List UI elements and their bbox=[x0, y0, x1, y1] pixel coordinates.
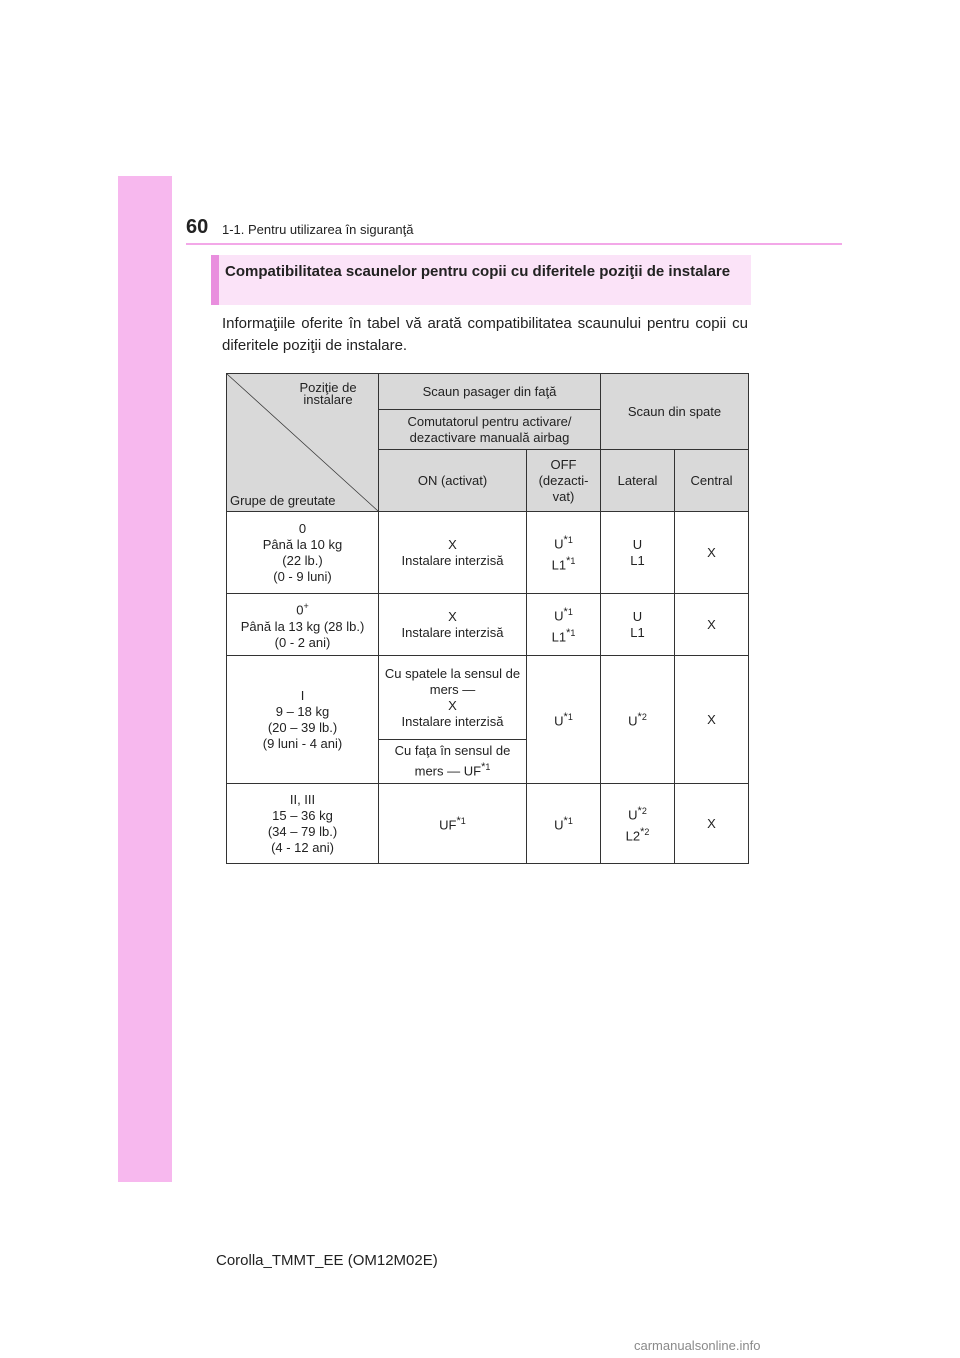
header-central: Central bbox=[675, 450, 749, 512]
group-detail: (20 – 39 lb.) bbox=[267, 719, 338, 735]
group-detail: (0 - 2 ani) bbox=[274, 634, 331, 650]
lateral-cell: U L1 bbox=[601, 594, 675, 656]
group-detail: (0 - 9 luni) bbox=[273, 568, 332, 584]
group-detail: Până la 10 kg bbox=[262, 536, 343, 552]
corner-position-label: Poziţie de instalare bbox=[299, 380, 357, 407]
compatibility-table bbox=[226, 373, 749, 864]
footnote-star-icon: * bbox=[637, 805, 642, 818]
off-cell: $U^{*1}$ bbox=[527, 656, 601, 784]
topic-heading: Compatibilitatea scaunelor pentru copii cu diferitele poziţii de instalare bbox=[225, 263, 731, 280]
off-cell: $U^{*1}$ L1$^{*1}$ bbox=[527, 594, 601, 656]
group-detail: 15 – 36 kg bbox=[272, 807, 333, 823]
header-lateral: Lateral bbox=[601, 450, 675, 512]
on-cell-rear-facing: Cu spatele la sensul de mers — X Instalare interzisă bbox=[379, 656, 527, 740]
group-detail: (4 - 12 ani) bbox=[271, 839, 334, 855]
watermark: carmanualsonline.info bbox=[634, 1338, 761, 1353]
header-on: ON (activat) bbox=[379, 450, 527, 512]
lateral-cell: U L1 bbox=[601, 512, 675, 594]
group-label: II, III bbox=[289, 791, 316, 807]
topic-heading-box bbox=[211, 255, 751, 305]
footnote-star-icon: * bbox=[566, 626, 571, 639]
on-cell: X Instalare interzisă bbox=[379, 512, 527, 594]
header-airbag-switch: Comutatorul pentru activare/ dezactivare manuală airbag bbox=[379, 410, 601, 450]
table-row bbox=[227, 512, 749, 594]
table-row bbox=[227, 594, 749, 656]
footnote-star-icon: * bbox=[481, 761, 486, 774]
group-detail: (22 lb.) bbox=[282, 552, 323, 568]
table-row bbox=[227, 784, 749, 864]
lateral-cell: $U^{*2}$ L2$^{*2}$ bbox=[601, 784, 675, 864]
corner-group-label: Grupe de greutate bbox=[230, 493, 336, 508]
weight-group-cell bbox=[227, 656, 379, 784]
group-label: 0 bbox=[298, 520, 307, 536]
group-detail: 9 – 18 kg bbox=[275, 703, 330, 719]
footnote-star-icon: * bbox=[563, 711, 568, 724]
group-label: I bbox=[300, 687, 305, 703]
group-label: 0+ bbox=[296, 601, 309, 618]
footnote-star-icon: * bbox=[563, 815, 568, 828]
group-detail: (9 luni - 4 ani) bbox=[262, 735, 343, 751]
central-cell: X bbox=[675, 656, 749, 784]
footnote-star-icon: * bbox=[566, 554, 571, 567]
central-cell: X bbox=[675, 512, 749, 594]
on-cell-forward-facing: Cu faţa în sensul de mers — UF$^{*1}$ bbox=[379, 740, 527, 784]
intro-paragraph: Informaţiile oferite în tabel vă arată compatibilitatea scaunului pentru copii cu diferitele poziţii de instalare. bbox=[222, 315, 748, 354]
on-cell: UF$^{*1}$ bbox=[379, 784, 527, 864]
group-detail: Până la 13 kg (28 lb.) bbox=[240, 618, 365, 634]
off-cell: $U^{*1}$ bbox=[527, 784, 601, 864]
central-cell: X bbox=[675, 594, 749, 656]
on-cell: X Instalare interzisă bbox=[379, 594, 527, 656]
table-row bbox=[227, 656, 749, 740]
off-cell: $U^{*1}$ L1$^{*1}$ bbox=[527, 512, 601, 594]
lateral-cell: $U^{*2}$ bbox=[601, 656, 675, 784]
header-front-seat: Scaun pasager din faţă bbox=[379, 374, 601, 410]
table-corner-cell bbox=[227, 374, 379, 512]
footnote-star-icon: * bbox=[640, 825, 645, 838]
chapter-sidebar-tab bbox=[118, 176, 172, 1182]
weight-group-cell bbox=[227, 512, 379, 594]
section-title: 1-1. Pentru utilizarea în siguranţă bbox=[222, 222, 414, 237]
page-number: 60 bbox=[186, 216, 209, 238]
manual-footer: Corolla_TMMT_EE (OM12M02E) bbox=[216, 1252, 438, 1269]
weight-group-cell bbox=[227, 784, 379, 864]
footnote-star-icon: * bbox=[456, 815, 461, 828]
group-detail: (34 – 79 lb.) bbox=[267, 823, 338, 839]
header-rear-seat: Scaun din spate bbox=[601, 374, 749, 450]
weight-group-cell bbox=[227, 594, 379, 656]
heading-accent-bar bbox=[211, 255, 219, 305]
footnote-star-icon: * bbox=[563, 606, 568, 619]
central-cell: X bbox=[675, 784, 749, 864]
header-off: OFF (dezacti-vat) bbox=[527, 450, 601, 512]
footnote-star-icon: * bbox=[563, 534, 568, 547]
header-divider bbox=[186, 243, 842, 245]
footnote-star-icon: * bbox=[637, 711, 642, 724]
